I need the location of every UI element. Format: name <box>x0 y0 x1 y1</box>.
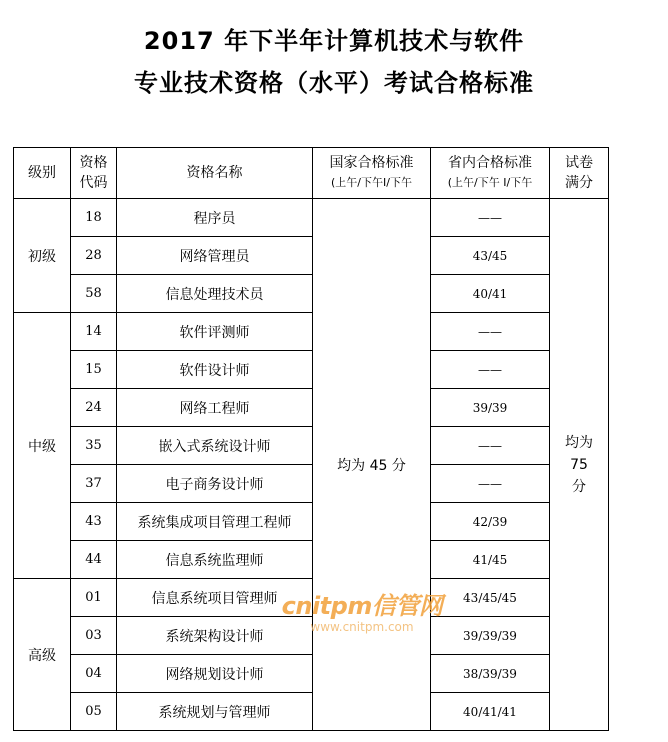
provincial-cell: —— <box>431 313 550 351</box>
table-row <box>14 465 609 503</box>
table-row <box>14 617 609 655</box>
header-name: 资格名称 <box>117 148 313 199</box>
name-cell: 信息处理技术员 <box>117 275 313 313</box>
provincial-cell: 39/39 <box>431 389 550 427</box>
header-provincial-sub: (上午/下午 I/下午 <box>447 176 533 189</box>
title-line-1: 2017 年下半年计算机技术与软件 <box>143 27 525 55</box>
header-fullscore <box>550 148 609 199</box>
code-cell: 05 <box>71 693 117 731</box>
name-cell: 嵌入式系统设计师 <box>117 427 313 465</box>
header-provincial-text: 省内合格标准 <box>448 155 532 171</box>
name-cell: 系统集成项目管理工程师 <box>117 503 313 541</box>
provincial-cell: 41/45 <box>431 541 550 579</box>
name-cell: 程序员 <box>117 199 313 237</box>
name-cell: 网络规划设计师 <box>117 655 313 693</box>
level-cell-intermediate: 中级 <box>14 313 71 579</box>
level-cell-senior: 高级 <box>14 579 71 731</box>
table-row <box>14 655 609 693</box>
table-row <box>14 199 609 237</box>
provincial-cell: —— <box>431 351 550 389</box>
provincial-cell: —— <box>431 427 550 465</box>
header-national-sub: (上午/下午Ⅰ/下午 <box>331 176 412 189</box>
table-row <box>14 275 609 313</box>
code-cell: 01 <box>71 579 117 617</box>
provincial-cell: 43/45 <box>431 237 550 275</box>
provincial-cell: 39/39/39 <box>431 617 550 655</box>
provincial-cell: —— <box>431 199 550 237</box>
national-standard-cell: 均为 45 分 <box>313 199 431 731</box>
name-cell: 系统规划与管理师 <box>117 693 313 731</box>
code-cell: 28 <box>71 237 117 275</box>
watermark-main: cnitpm信管网 <box>281 592 443 620</box>
provincial-cell: 43/45/45 <box>431 579 550 617</box>
header-national <box>313 148 431 199</box>
name-cell: 软件评测师 <box>117 313 313 351</box>
code-cell: 43 <box>71 503 117 541</box>
table-row <box>14 389 609 427</box>
code-cell: 44 <box>71 541 117 579</box>
provincial-cell: 38/39/39 <box>431 655 550 693</box>
full-score-cell <box>550 199 609 731</box>
code-cell: 58 <box>71 275 117 313</box>
code-cell: 14 <box>71 313 117 351</box>
name-cell: 网络管理员 <box>117 237 313 275</box>
title-line-2: 专业技术资格（水平）考试合格标准 <box>134 69 534 97</box>
code-cell: 15 <box>71 351 117 389</box>
header-code <box>71 148 117 199</box>
qualification-standards-table <box>13 147 609 731</box>
code-cell: 18 <box>71 199 117 237</box>
level-cell-junior: 初级 <box>14 199 71 313</box>
code-cell: 37 <box>71 465 117 503</box>
table-row <box>14 579 609 617</box>
table-row <box>14 541 609 579</box>
header-code-text: 资格代码 <box>79 155 108 191</box>
code-cell: 03 <box>71 617 117 655</box>
watermark-url: www.cnitpm.com <box>310 620 414 634</box>
provincial-cell: 40/41/41 <box>431 693 550 731</box>
name-cell: 信息系统监理师 <box>117 541 313 579</box>
name-cell: 软件设计师 <box>117 351 313 389</box>
code-cell: 35 <box>71 427 117 465</box>
table-row <box>14 237 609 275</box>
header-level: 级别 <box>14 148 71 199</box>
table-row <box>14 351 609 389</box>
name-cell: 系统架构设计师 <box>117 617 313 655</box>
table-row <box>14 427 609 465</box>
provincial-cell: 42/39 <box>431 503 550 541</box>
table-row <box>14 313 609 351</box>
name-cell: 信息系统项目管理师 <box>117 579 313 617</box>
header-provincial <box>431 148 550 199</box>
provincial-cell: —— <box>431 465 550 503</box>
table-row <box>14 503 609 541</box>
full-score-text: 均为75 分 <box>565 434 593 495</box>
name-cell: 网络工程师 <box>117 389 313 427</box>
header-row <box>14 148 609 199</box>
name-cell: 电子商务设计师 <box>117 465 313 503</box>
table-row <box>14 693 609 731</box>
header-fullscore-text: 试卷满分 <box>565 155 593 191</box>
header-national-text: 国家合格标准 <box>329 155 414 171</box>
code-cell: 24 <box>71 389 117 427</box>
code-cell: 04 <box>71 655 117 693</box>
provincial-cell: 40/41 <box>431 275 550 313</box>
